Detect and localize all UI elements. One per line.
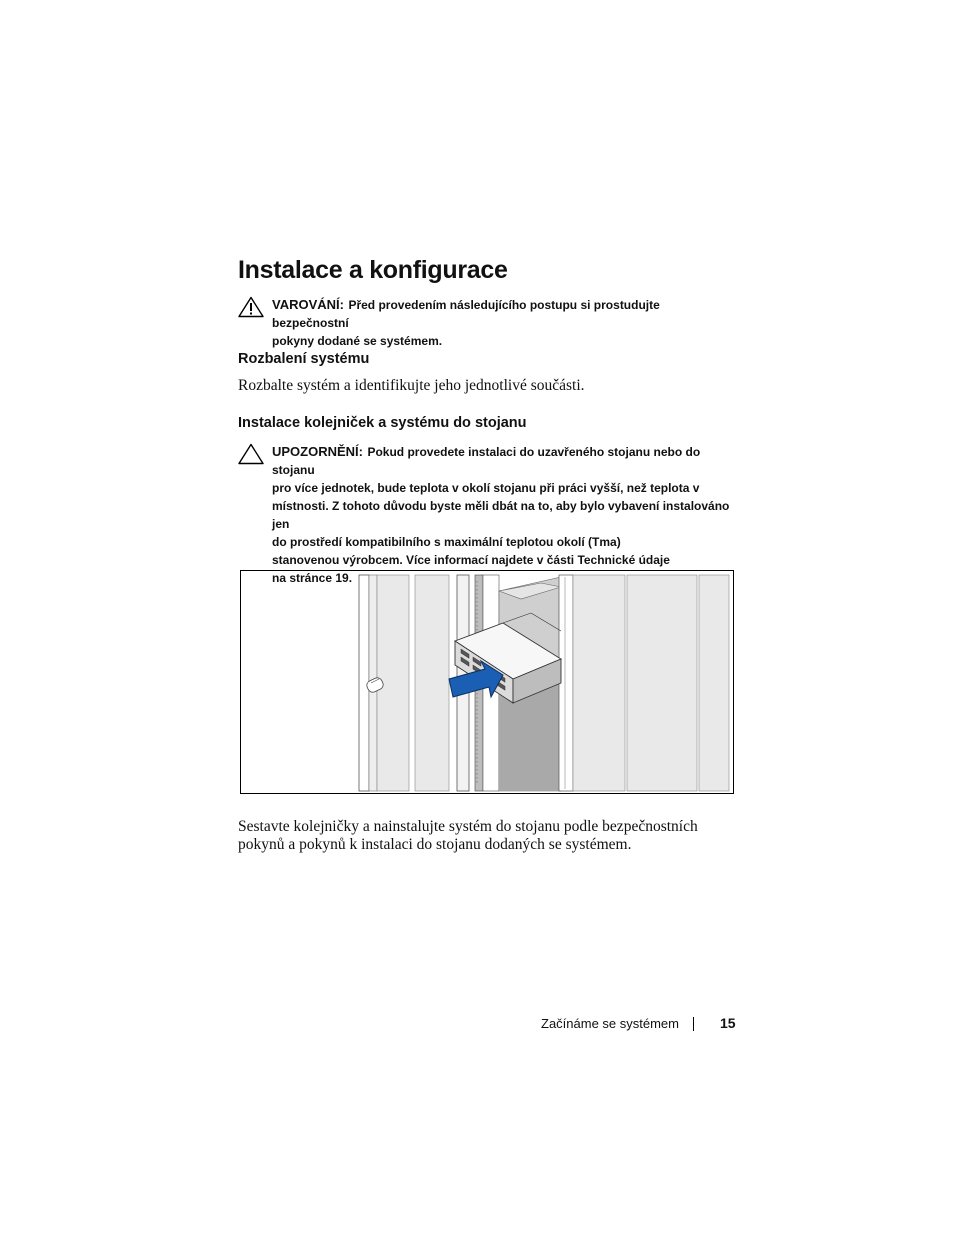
caution-line-1: Pokud provedete instalaci do uzavřeného stojanu nebo do stojanu xyxy=(272,445,701,477)
warning-text-first: Před provedením následujícího postupu si prostudujte bezpečnostní xyxy=(272,298,660,330)
caution-line-3: místnosti. Z tohoto důvodu byste měli dbát na to, aby bylo vybavení instalováno jen xyxy=(272,499,730,531)
page-number: 15 xyxy=(720,1015,736,1031)
section-heading-unpacking: Rozbalení systému xyxy=(238,351,370,367)
warning-text-rest: pokyny dodané se systémem. xyxy=(272,334,443,348)
warning-triangle-icon xyxy=(238,296,264,318)
install-line-2: pokynů a pokynů k instalaci do stojanu dodaných se systémem. xyxy=(238,836,632,853)
unpacking-body: Rozbalte systém a identifikujte jeho jednotlivé součásti. xyxy=(238,377,585,394)
install-body xyxy=(238,818,738,854)
warning-label: VAROVÁNÍ: xyxy=(272,297,344,312)
section-heading-rails: Instalace kolejniček a systému do stojanu xyxy=(238,415,527,431)
install-line-1: Sestavte kolejničky a nainstalujte systém do stojanu podle bezpečnostních xyxy=(238,818,698,835)
caution-label: UPOZORNĚNÍ: xyxy=(272,444,363,459)
rack-installation-illustration xyxy=(241,571,733,793)
rack-installation-figure xyxy=(240,570,734,794)
caution-triangle-icon xyxy=(238,443,264,465)
footer-separator xyxy=(693,1017,694,1031)
footer-section-title: Začínáme se systémem xyxy=(541,1016,679,1031)
page-title: Instalace a konfigurace xyxy=(238,256,508,284)
caution-line-2: pro více jednotek, bude teplota v okolí stojanu při práci vyšší, než teplota v xyxy=(272,481,700,495)
warning-notice xyxy=(238,296,738,350)
caution-line-4: do prostředí kompatibilního s maximální teplotou okolí (Tma) xyxy=(272,535,621,549)
caution-notice xyxy=(238,443,738,587)
caution-line-5: stanovenou výrobcem. Více informací najdete v části Technické údaje xyxy=(272,553,670,567)
caution-line-6: na stránce 19. xyxy=(272,571,353,585)
